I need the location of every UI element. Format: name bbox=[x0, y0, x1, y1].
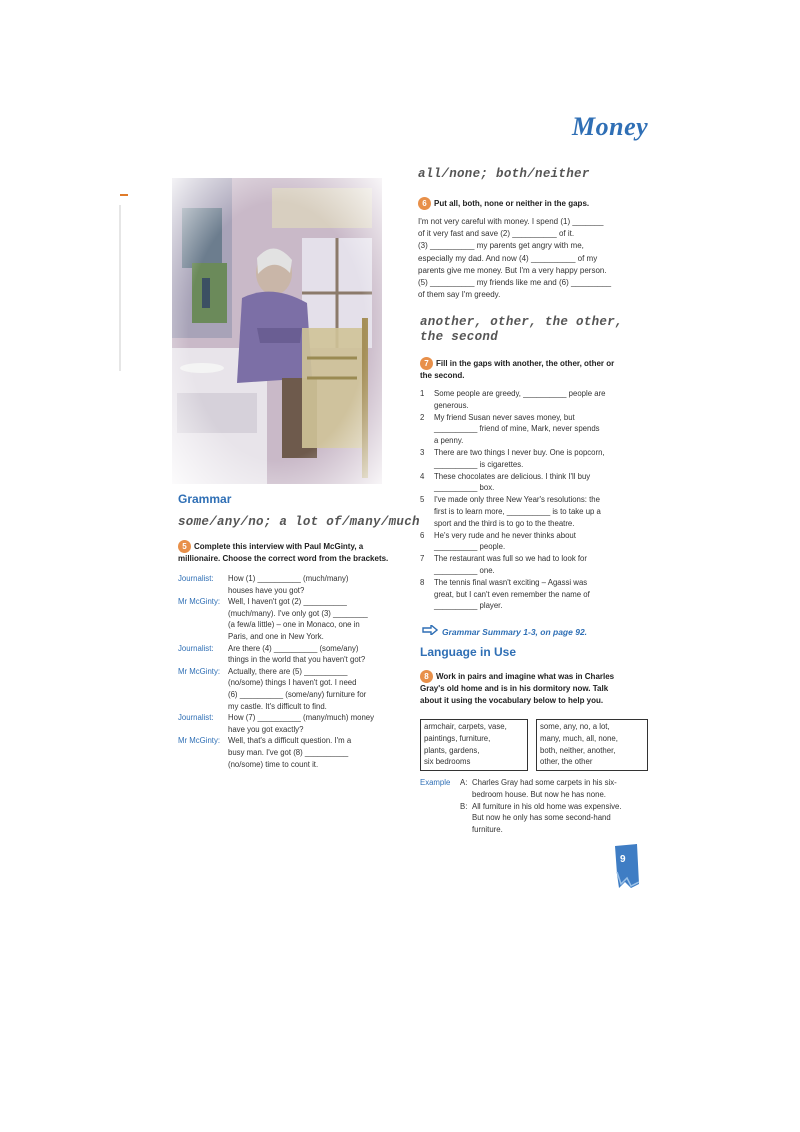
page-title: Money bbox=[572, 112, 649, 141]
dialogue-turn: Mr McGinty: Actually, there are (5) __________ (no/some) things I haven't got. I need (6) __________ (some/any) furniture for my castle. It's difficult to find. bbox=[178, 666, 367, 711]
margin-mark bbox=[120, 194, 128, 196]
dialogue-turn: Mr McGinty: Well, that's a difficult question. I'm a busy man. I've got (8) __________ (no/some) time to count it. bbox=[178, 736, 352, 769]
arrow-right-icon bbox=[422, 625, 438, 637]
vocabulary-box-quantifiers: some, any, no, a lot, many, much, all, none, both, neither, another, other, the other bbox=[536, 719, 648, 771]
exercise-6-text: I'm not very careful with money. I spend (1) _______ of it very fast and save (2) __________ of it. (3) __________ my parents get angry with me, especially my dad. And now (4) __________ of my parents give me money. But I'm a very happy person. (5) __________ my friends like me and (6) _________ of them say I'm greedy. bbox=[418, 217, 612, 300]
grammar-summary-link[interactable]: Grammar Summary 1-3, on page 92. bbox=[422, 625, 587, 637]
photo-millionaire bbox=[172, 178, 382, 484]
exercise-8-number: 8 bbox=[420, 670, 433, 683]
grammar-subheading: some/any/no; a lot of/many/much bbox=[178, 515, 420, 529]
another-subheading-2: the second bbox=[420, 330, 499, 344]
example-dialogue: Example A: Charles Gray had some carpets in his six- bedroom house. But now he has none. B: All furniture in his old home was expensive. But now he only has some second-hand furniture. bbox=[420, 778, 622, 835]
exercise-5-instruction: 5 Complete this interview with Paul McGinty, a millionaire. Choose the correct word from the brackets. bbox=[178, 542, 389, 563]
page-number-badge bbox=[613, 844, 641, 890]
exercise-7-instruction: 7 Fill in the gaps with another, the other, other or the second. bbox=[420, 359, 615, 380]
vocabulary-box-nouns: armchair, carpets, vase, paintings, furniture, plants, gardens, six bedrooms bbox=[420, 719, 528, 771]
dialogue-turn: Mr McGinty: Well, I haven't got (2) __________ (much/many). I've only got (3) ________ (a few/a little) – one in Monaco, one in Paris, and one in New York. bbox=[178, 597, 368, 641]
grammar-heading: Grammar bbox=[178, 492, 232, 506]
list-item: 3 There are two things I never buy. One is popcorn, __________ is cigarettes. bbox=[420, 447, 605, 469]
list-item: 7 The restaurant was full so we had to look for __________ one. bbox=[420, 554, 587, 575]
exercise-7-list bbox=[420, 388, 645, 612]
list-item: 8 The tennis final wasn't exciting – Agassi was great, but I can't even remember the name of __________ player. bbox=[420, 577, 590, 611]
another-subheading-1: another, other, the other, bbox=[420, 315, 623, 329]
exercise-5-number: 5 bbox=[178, 540, 191, 553]
list-item: 4 These chocolates are delicious. I think I'll buy __________ box. bbox=[420, 471, 591, 493]
exercise-6-number: 6 bbox=[418, 197, 431, 210]
list-item: 6 He's very rude and he never thinks about __________ people. bbox=[420, 530, 576, 552]
dialogue-turn: Journalist: Are there (4) __________ (some/any) things in the world that you haven't got? bbox=[178, 643, 366, 665]
dialogue-turn: Journalist: How (1) __________ (much/many) houses have you got? bbox=[178, 574, 349, 595]
language-heading: Language in Use bbox=[420, 645, 517, 659]
page-number: 9 bbox=[620, 854, 626, 865]
list-item: 1 Some people are greedy, __________ people are generous. bbox=[420, 389, 606, 410]
exercise-7-number: 7 bbox=[420, 357, 433, 370]
exercise-8-instruction: 8 Work in pairs and imagine what was in Charles Gray's old home and is in his dormitory now. Talk about it using the vocabulary below to help you. bbox=[420, 672, 615, 705]
list-item: 2 My friend Susan never saves money, but __________ friend of mine, Mark, never spends a penny. bbox=[420, 412, 600, 446]
allnone-subheading: all/none; both/neither bbox=[418, 167, 590, 181]
interview-dialogue bbox=[178, 573, 403, 770]
dialogue-turn: Journalist: How (7) __________ (many/much) money have you got exactly? bbox=[178, 713, 375, 734]
exercise-6-instruction: 6 Put all, both, none or neither in the gaps. bbox=[418, 197, 589, 210]
margin-rule bbox=[119, 205, 121, 371]
list-item: 5 I've made only three New Year's resolutions: the first is to learn more, __________ is to take up a sport and the third is to go to the theatre. bbox=[420, 495, 601, 528]
